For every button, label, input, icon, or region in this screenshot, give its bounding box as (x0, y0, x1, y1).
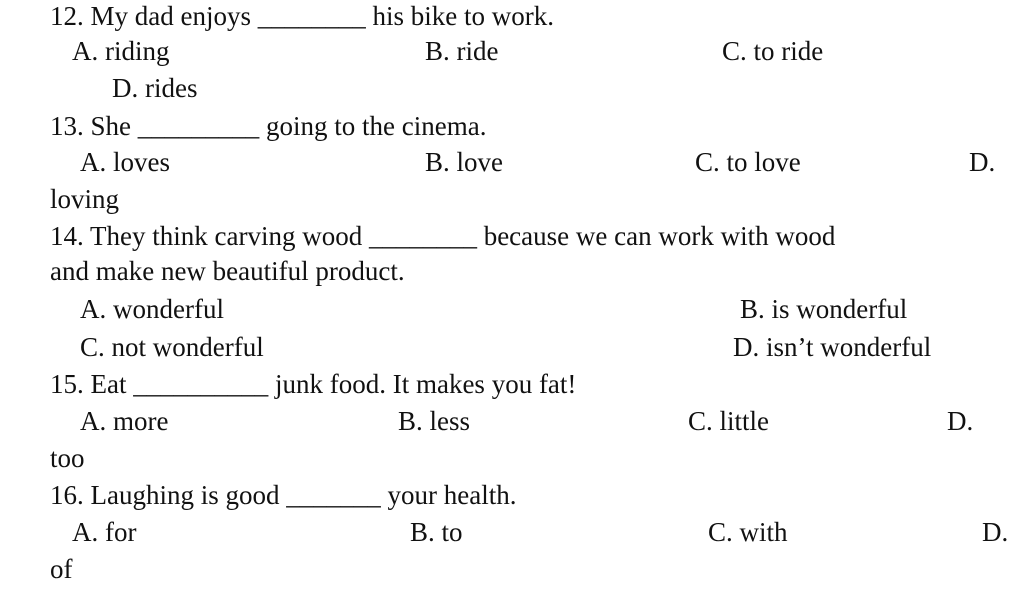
question-14-option-b: B. is wonderful (740, 294, 908, 324)
question-12-stem: 12. My dad enjoys ________ his bike to work. (50, 1, 554, 31)
question-16-option-a: A. for (72, 517, 137, 547)
question-16-option-c: C. with (708, 517, 788, 547)
question-13-option-d-text: loving (50, 184, 120, 214)
question-15-stem: 15. Eat __________ junk food. It makes you fat! (50, 369, 577, 399)
question-13-option-c: C. to love (695, 147, 801, 177)
question-15-option-c: C. little (688, 406, 769, 436)
question-12-option-c: C. to ride (722, 36, 824, 66)
question-16-stem: 16. Laughing is good _______ your health. (50, 480, 517, 510)
question-16-option-d-text: of (50, 554, 73, 584)
question-12-option-a: A. riding (72, 36, 170, 66)
question-14-stem-line-1: 14. They think carving wood ________ because we can work with wood (50, 221, 836, 251)
question-13-option-a: A. loves (80, 147, 170, 177)
question-14-option-d: D. isn’t wonderful (733, 332, 932, 362)
question-16-option-d: D. (982, 517, 1009, 547)
question-14-stem-line-2: and make new beautiful product. (50, 256, 405, 286)
question-12-option-d: D. rides (112, 73, 198, 103)
question-13-option-d: D. (969, 147, 996, 177)
question-13-option-b: B. love (425, 147, 503, 177)
question-15-option-d: D. (947, 406, 974, 436)
question-15-option-a: A. more (80, 406, 169, 436)
question-14-option-a: A. wonderful (80, 294, 224, 324)
question-14-option-c: C. not wonderful (80, 332, 264, 362)
question-15-option-b: B. less (398, 406, 471, 436)
question-13-stem: 13. She _________ going to the cinema. (50, 111, 487, 141)
question-12-option-b: B. ride (425, 36, 499, 66)
question-16-option-b: B. to (410, 517, 463, 547)
question-15-option-d-text: too (50, 443, 85, 473)
